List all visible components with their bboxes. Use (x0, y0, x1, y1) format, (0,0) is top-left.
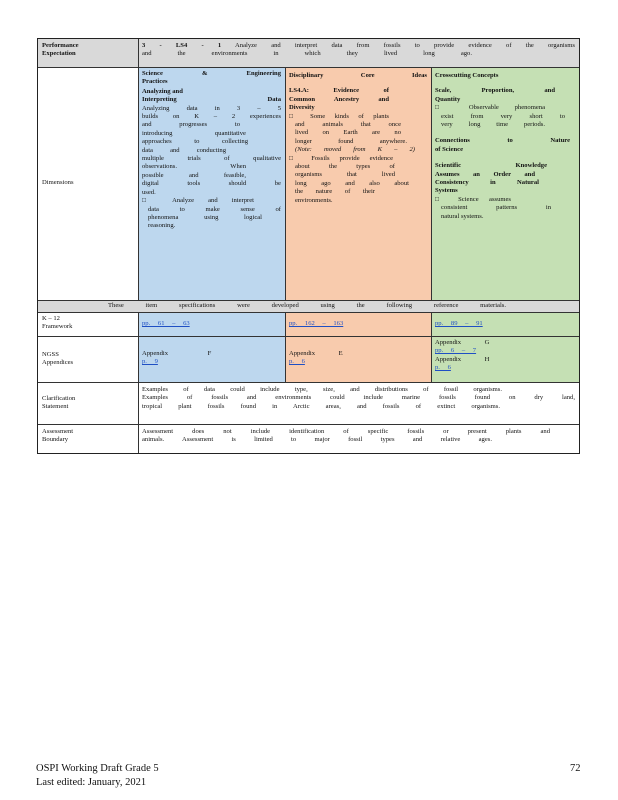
framework-ccc-cell (431, 312, 579, 336)
dci-line: □ Some kinds of plants (289, 112, 389, 120)
assessment-line2: animals. Assessment is limited to major fossil types and relative ages. (142, 436, 492, 444)
sep-line: used. (142, 188, 156, 196)
clarification-text-cell (138, 382, 579, 424)
framework-sep-cell (138, 312, 285, 336)
rule-h (38, 312, 579, 313)
rule-h (38, 424, 579, 425)
pe-text-line2: and the environments in which they lived long ago. (142, 50, 472, 58)
dci-line: long ago and also about (295, 179, 409, 187)
clarification-line3: tropical plant fossils found in Arctic areas, and fossils of extinct organisms. (142, 402, 500, 410)
note-row (38, 300, 579, 312)
dci-line: environments. (295, 196, 333, 204)
sep-lines (142, 105, 281, 231)
rule-v (285, 312, 286, 382)
assessment-label-line1: Assessment (42, 428, 74, 435)
framework-label-cell (38, 312, 138, 336)
clarification-label-line2: Statement (42, 403, 69, 410)
assessment-label-cell (38, 424, 138, 453)
rule-v (138, 312, 139, 453)
framework-dci-link[interactable]: pp. 162 – 163 (289, 320, 344, 327)
dci-line: the nature of their (295, 188, 375, 196)
dci-lines (289, 112, 415, 205)
pe-label-line2: Expectation (42, 50, 76, 58)
ccc-sub-line2: Quantity (435, 95, 461, 103)
pe-text-cell (138, 39, 579, 67)
sep-title-line2: Practices (142, 78, 168, 86)
sep-sub-line2: Interpreting Data (142, 96, 281, 104)
sep-sub-line1: Analyzing and (142, 87, 183, 95)
sep-line: digital tools should be (142, 180, 281, 188)
rule-h (38, 67, 579, 68)
ngss-dci-appendix: Appendix E (289, 350, 343, 357)
ccc-cell (431, 67, 579, 300)
rule-v (285, 67, 286, 300)
rule-v (431, 67, 432, 300)
pe-text-line1: Analyze and interpret data from fossils to provide evidence of the organisms (235, 42, 575, 49)
dci-cell (285, 67, 431, 300)
sep-line: approaches to collecting (142, 138, 248, 146)
sep-line: observations. When (142, 163, 246, 171)
framework-label-line2: Framework (42, 323, 73, 331)
ngss-label-line1: NGSS (42, 350, 59, 358)
ngss-ccc-cell (431, 336, 579, 382)
ngss-label-line2: Appendices (42, 359, 74, 366)
sep-line: data to make sense of (148, 205, 281, 213)
dci-line: and animals that once (295, 121, 401, 129)
ngss-sep-link[interactable]: p. 9 (142, 358, 158, 366)
ngss-dci-link[interactable]: p. 6 (289, 358, 305, 366)
ngss-dci-cell (285, 336, 431, 382)
ngss-sep-cell (138, 336, 285, 382)
rule-h (38, 382, 579, 383)
dci-line: □ Fossils provide evidence (289, 154, 393, 162)
pe-line1 (142, 42, 575, 50)
clarification-label-cell (38, 382, 138, 424)
footer-edited: Last edited: January, 2021 (36, 777, 147, 788)
dimensions-label: Dimensions (42, 179, 74, 187)
ccc-sk-line3: Consistency in Natural (435, 179, 539, 187)
framework-ccc-link[interactable]: pp. 89 – 91 (435, 320, 483, 327)
ccc-conn-line2: of Science (435, 145, 464, 153)
rule-v (138, 39, 139, 300)
sep-line: and progresses to (142, 121, 240, 129)
sep-line: multiple trials of qualitative (142, 155, 281, 163)
sep-title-line1: Science & Engineering (142, 70, 281, 77)
sep-line: □ Analyze and interpret (142, 197, 254, 205)
sep-line: data and conducting (142, 146, 226, 154)
pe-label-cell (38, 39, 138, 67)
dci-line: about the types of (295, 163, 395, 171)
rule-v (431, 312, 432, 382)
ngss-ccc-appendix1: Appendix G (435, 339, 490, 346)
rule-h (38, 300, 579, 301)
ccc-sub-line1: Scale, Proportion, and (435, 87, 555, 95)
note-text: These item specifications were developed using the following reference materials. (108, 302, 506, 309)
assessment-label-line2: Boundary (42, 436, 69, 444)
sep-line: reasoning. (148, 222, 176, 230)
ccc-line: □ Science assumes (435, 195, 511, 203)
ccc-line: exist from very short to (441, 112, 565, 120)
dci-sub-line2: Common Ancestry and (289, 95, 389, 103)
ngss-ccc-appendix2: Appendix H (435, 355, 490, 363)
page-number: 72 (570, 763, 581, 774)
ccc-sk-line2: Assumes an Order and (435, 170, 535, 178)
sep-line: Analyzing data in 3 – 5 (142, 104, 281, 112)
ngss-sep-appendix: Appendix F (142, 350, 212, 357)
dci-line: longer found anywhere. (295, 137, 407, 145)
pe-code: 3 - LS4 - 1 (142, 42, 222, 49)
rule-h (38, 336, 579, 337)
dci-sub-line1: LS4.A: Evidence of (289, 87, 389, 95)
ccc-sk-line1: Scientific Knowledge (435, 162, 547, 170)
assessment-text-cell (138, 424, 579, 453)
ccc-conn-line1: Connections to Nature (435, 137, 570, 145)
ccc-line: natural systems. (441, 212, 484, 220)
sep-cell (138, 67, 285, 300)
ccc-title: Crosscutting Concepts (435, 72, 499, 79)
ccc-lines1 (435, 104, 575, 129)
sep-line: builds on K – 2 experiences (142, 113, 281, 121)
standards-table (37, 38, 580, 454)
ngss-label-cell (38, 336, 138, 382)
sep-line: introducing quantitative (142, 129, 246, 137)
footer-doc: OSPI Working Draft Grade 5 (36, 763, 159, 774)
ccc-lines2 (435, 196, 575, 221)
framework-dci-cell (285, 312, 431, 336)
ccc-line: consistent patterns in (441, 204, 551, 212)
dimensions-label-cell (38, 67, 138, 300)
framework-label-line1: K – 12 (42, 315, 60, 322)
sep-line: possible and feasible, (142, 171, 246, 179)
assessment-line1: Assessment does not include identification of specific fossils or present plants and (142, 428, 550, 435)
dci-sub-line3: Diversity (289, 104, 315, 112)
pe-label-line1: Performance (42, 42, 79, 49)
dci-title: Disciplinary Core Ideas (289, 72, 427, 79)
ccc-line: very long time periods. (441, 121, 545, 129)
dci-line: lived on Earth are no (295, 129, 401, 137)
sep-line: phenomena using logical (148, 213, 262, 221)
ccc-line: □ Observable phenomena (435, 104, 545, 112)
ccc-sk-line4: Systems (435, 187, 458, 195)
clarification-line2: Examples of fossils and environments could include marine fossils found on dry land, (142, 394, 575, 402)
framework-sep-link[interactable]: pp. 61 – 63 (142, 320, 190, 327)
ngss-ccc-link1[interactable]: pp. 6 – 7 (435, 347, 477, 355)
clarification-label-line1: Clarification (42, 394, 76, 402)
ngss-ccc-link2[interactable]: p. 6 (435, 364, 451, 372)
dci-line: (Note: moved from K – 2) (295, 146, 415, 154)
dci-line: organisms that lived (295, 171, 395, 179)
clarification-line1: Examples of data could include type, size, and distributions of fossil organisms. (142, 386, 502, 393)
